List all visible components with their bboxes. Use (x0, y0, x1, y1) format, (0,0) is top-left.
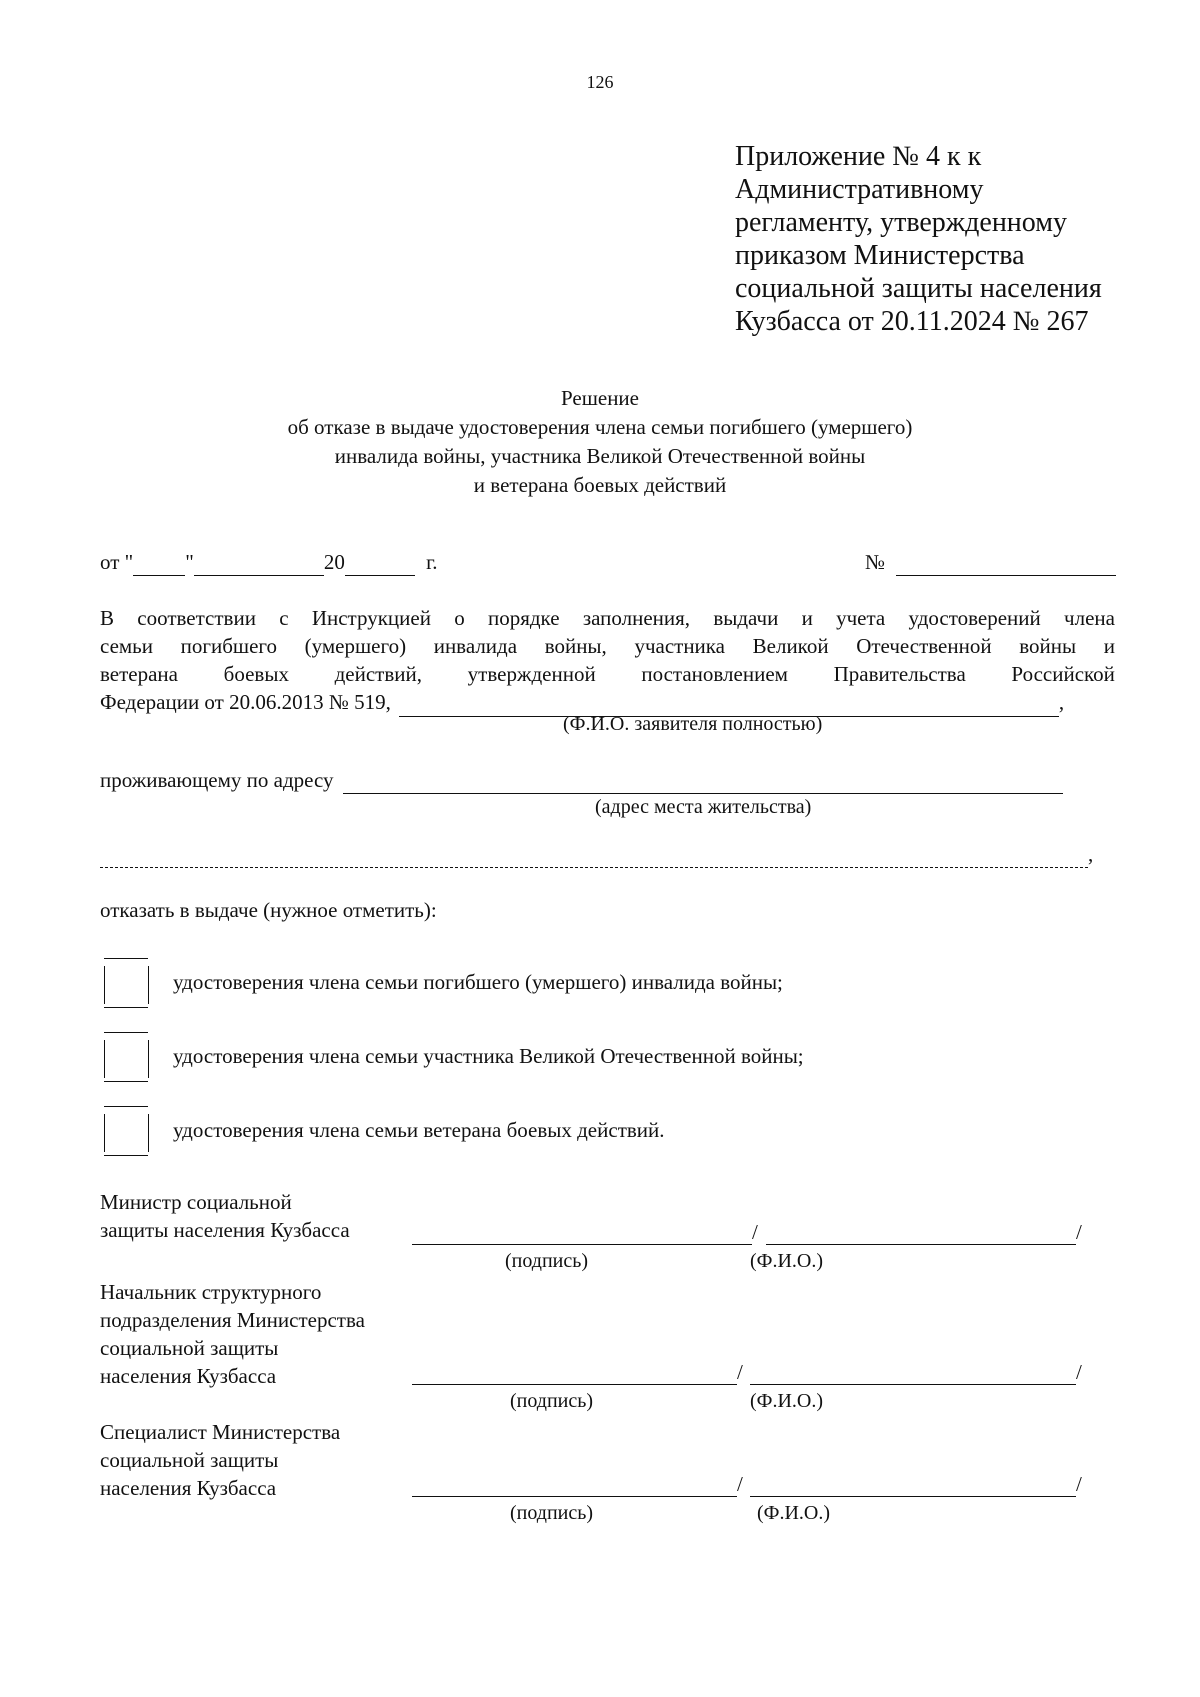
slash: / (1076, 1220, 1082, 1244)
appendix-line: Кузбасса от 20.11.2024 № 267 (735, 306, 1089, 337)
slash: / (752, 1220, 758, 1244)
day-field[interactable] (133, 550, 185, 576)
option-label: удостоверения члена семьи участника Великой Отечественной войны; (173, 1044, 804, 1068)
slash: / (737, 1472, 743, 1496)
option-checkbox[interactable] (100, 1032, 148, 1082)
role-line: населения Кузбасса (100, 1364, 277, 1388)
signature-caption: (подпись) (510, 1502, 594, 1524)
name-field[interactable] (766, 1244, 1076, 1245)
signature-caption: (подпись) (510, 1390, 594, 1412)
slash: / (1076, 1360, 1082, 1384)
paragraph-word: выдачи (713, 606, 779, 630)
slash: / (1076, 1472, 1082, 1496)
role-line: социальной защиты (100, 1336, 279, 1360)
paragraph-word: заполнения, (582, 606, 691, 630)
signature-field[interactable] (412, 1496, 737, 1497)
name-caption: (Ф.И.О.) (750, 1250, 824, 1272)
paragraph-word: семьи (100, 634, 154, 658)
address-row-2 (100, 842, 1093, 868)
address-field[interactable] (343, 768, 1063, 794)
role-line: Начальник структурного (100, 1280, 322, 1304)
title-heading: Решение (560, 386, 639, 410)
role-line: подразделения Министерства (100, 1308, 365, 1332)
name-field[interactable] (750, 1496, 1076, 1497)
role-line: защиты населения Кузбасса (100, 1218, 350, 1242)
appendix-line: регламенту, утвержденному (735, 207, 1067, 238)
option-label: удостоверения члена семьи ветерана боевых действий. (173, 1118, 665, 1142)
year-field[interactable] (345, 550, 415, 576)
number-label: № (865, 550, 886, 574)
paragraph-word: Инструкцией (311, 606, 431, 630)
address-row (100, 768, 1063, 794)
date-prefix: от " (100, 550, 134, 574)
paragraph-word: утвержденной (467, 662, 596, 686)
date-row (100, 550, 438, 576)
signatory-role (100, 1418, 340, 1502)
slash: / (737, 1360, 743, 1384)
paragraph-word: ветерана (100, 662, 178, 686)
paragraph-word: постановлением (641, 662, 788, 686)
paragraph-word: Российской (1011, 662, 1115, 686)
document-title (0, 384, 1200, 500)
signature-field[interactable] (412, 1384, 737, 1385)
role-line: населения Кузбасса (100, 1476, 277, 1500)
title-line: и ветерана боевых действий (473, 473, 727, 497)
paragraph-word: удостоверений (908, 606, 1041, 630)
paragraph-word: войны, (544, 634, 607, 658)
role-line: социальной защиты (100, 1448, 279, 1472)
paragraph-text: Федерации от 20.06.2013 № 519, (100, 690, 391, 714)
paragraph-word: инвалида (433, 634, 518, 658)
address-label: проживающему по адресу (100, 768, 334, 792)
title-line: об отказе в выдаче удостоверения члена семьи погибшего (умершего) (287, 415, 913, 439)
paragraph-row (100, 632, 1115, 660)
paragraph-word: боевых (223, 662, 289, 686)
date-quote: " (185, 550, 194, 574)
name-caption: (Ф.И.О.) (750, 1390, 824, 1412)
paragraph-word: участника (634, 634, 725, 658)
signatory-role (100, 1278, 365, 1390)
option-checkbox[interactable] (100, 958, 148, 1008)
year-suffix: г. (426, 550, 438, 574)
signature-field[interactable] (412, 1244, 752, 1245)
option-label: удостоверения члена семьи погибшего (умершего) инвалида войны; (173, 970, 783, 994)
signature-caption: (подпись) (505, 1250, 589, 1272)
paragraph-word: (умершего) (304, 634, 407, 658)
comma: , (1058, 690, 1065, 714)
address-caption: (адрес места жительства) (595, 796, 812, 818)
paragraph-word: Великой (752, 634, 829, 658)
address-field-2[interactable] (100, 842, 1088, 868)
title-line: инвалида войны, участника Великой Отечественной войны (334, 444, 866, 468)
paragraph-row (100, 604, 1115, 632)
paragraph-word: Правительства (833, 662, 966, 686)
option-checkbox[interactable] (100, 1106, 148, 1156)
paragraph-word: члена (1064, 606, 1115, 630)
month-field[interactable] (194, 550, 324, 576)
appendix-block (735, 140, 1185, 338)
paragraph-word: войны (1019, 634, 1077, 658)
year-prefix: 20 (323, 550, 345, 574)
refuse-label: отказать в выдаче (нужное отметить): (100, 898, 437, 922)
appendix-line: Административному (735, 174, 984, 205)
role-line: Министр социальной (100, 1190, 292, 1214)
signatory-role (100, 1188, 350, 1244)
paragraph-word: Отечественной (856, 634, 992, 658)
paragraph-word: и (801, 606, 813, 630)
instruction-paragraph (100, 604, 1115, 717)
paragraph-word: учета (836, 606, 886, 630)
applicant-caption: (Ф.И.О. заявителя полностью) (563, 713, 823, 735)
paragraph-word: и (1103, 634, 1115, 658)
page-number: 126 (586, 72, 614, 92)
paragraph-word: порядке (487, 606, 560, 630)
appendix-line: Приложение № 4 к к (735, 141, 982, 172)
paragraph-word: В (100, 606, 115, 630)
appendix-line: приказом Министерства (735, 240, 1025, 271)
paragraph-word: с (279, 606, 289, 630)
name-caption: (Ф.И.О.) (757, 1502, 831, 1524)
role-line: Специалист Министерства (100, 1420, 341, 1444)
number-row (865, 550, 1116, 576)
paragraph-word: о (454, 606, 465, 630)
paragraph-word: погибшего (180, 634, 278, 658)
paragraph-word: действий, (334, 662, 422, 686)
paragraph-word: соответствии (137, 606, 256, 630)
name-field[interactable] (750, 1384, 1076, 1385)
comma: , (1088, 842, 1094, 866)
paragraph-row (100, 660, 1115, 688)
appendix-line: социальной защиты населения (735, 273, 1102, 304)
number-field[interactable] (896, 550, 1116, 576)
